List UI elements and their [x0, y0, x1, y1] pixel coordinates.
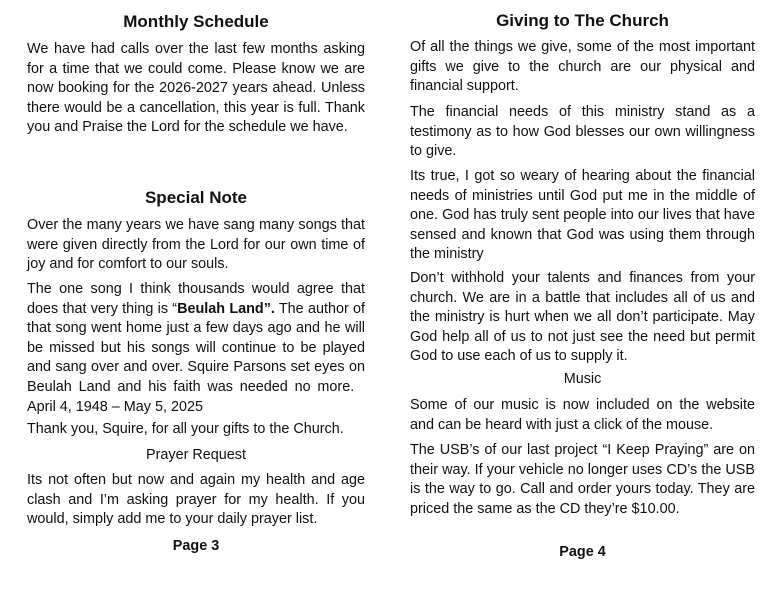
page-number-4: Page 4 — [559, 544, 606, 560]
prayer-request-heading: Prayer Request — [146, 447, 246, 463]
special-note-paragraph-3: Thank you, Squire, for all your gifts to the Church. — [27, 421, 344, 437]
lifespan-dates: April 4, 1948 – May 5, 2025 — [27, 398, 203, 415]
music-paragraph-2: The USB’s of our last project “I Keep Praying” are on their way. If your vehicle no longer uses CD’s the USB is the way to go. Call and order yours today. They are priced the same as the CD they’re $10.00. — [410, 442, 755, 517]
monthly-schedule-heading: Monthly Schedule — [123, 12, 269, 31]
giving-paragraph-1: Of all the things we give, some of the most important gifts we give to the church are our physical and financial support. — [410, 39, 755, 95]
page-number-3: Page 3 — [172, 538, 220, 554]
special-note-text-before: The one song I think thousands would agree that does that very thing is “ — [27, 281, 365, 317]
giving-paragraph-3: Its true, I got so weary of hearing about the financial needs of ministries until God put me in the middle of one. God has truly sent people into our lives that have sensed and known that God was using them through the ministry — [410, 168, 755, 263]
special-note-paragraph-1: Over the many years we have sang many songs that were given directly from the Lord for our own time of joy and for comfort to our souls. — [27, 217, 365, 273]
song-title-beulah-land: Beulah Land”. — [177, 300, 275, 317]
monthly-schedule-text: We have had calls over the last few months asking for a time that we could come. Please know we are now booking for the 2026-2027 years ahead. Unless there would be a cancellation, this year is full. Thank you and Praise the Lord for the schedule we have. — [27, 41, 365, 136]
special-note-paragraph-2 — [27, 280, 365, 417]
giving-paragraph-2: The financial needs of this ministry stand as a testimony as to how God blesses our own willingness to give. — [410, 104, 755, 160]
prayer-request-text: Its not often but now and again my health and age clash and I’m asking prayer for my health. If you would, simply add me to your daily prayer list. — [27, 472, 365, 528]
giving-heading: Giving to The Church — [496, 11, 669, 30]
special-note-text-after: The author of that song went home just a few days ago and he will be missed but his songs will continue to be played and sang over and over. Squire Parsons set eyes on Beulah Land and his faith was needed no more. — [27, 300, 366, 395]
music-heading: Music — [563, 371, 602, 387]
giving-paragraph-4: Don’t withhold your talents and finances from your church. We are in a battle that includes all of us and the ministry is hurt when we all don’t participate. May God help all of us to not just see the need but permit God to use each of us to supply it. — [410, 270, 755, 365]
music-paragraph-1: Some of our music is now included on the website and can be heard with just a click of the mouse. — [410, 397, 755, 433]
special-note-heading: Special Note — [144, 188, 248, 207]
